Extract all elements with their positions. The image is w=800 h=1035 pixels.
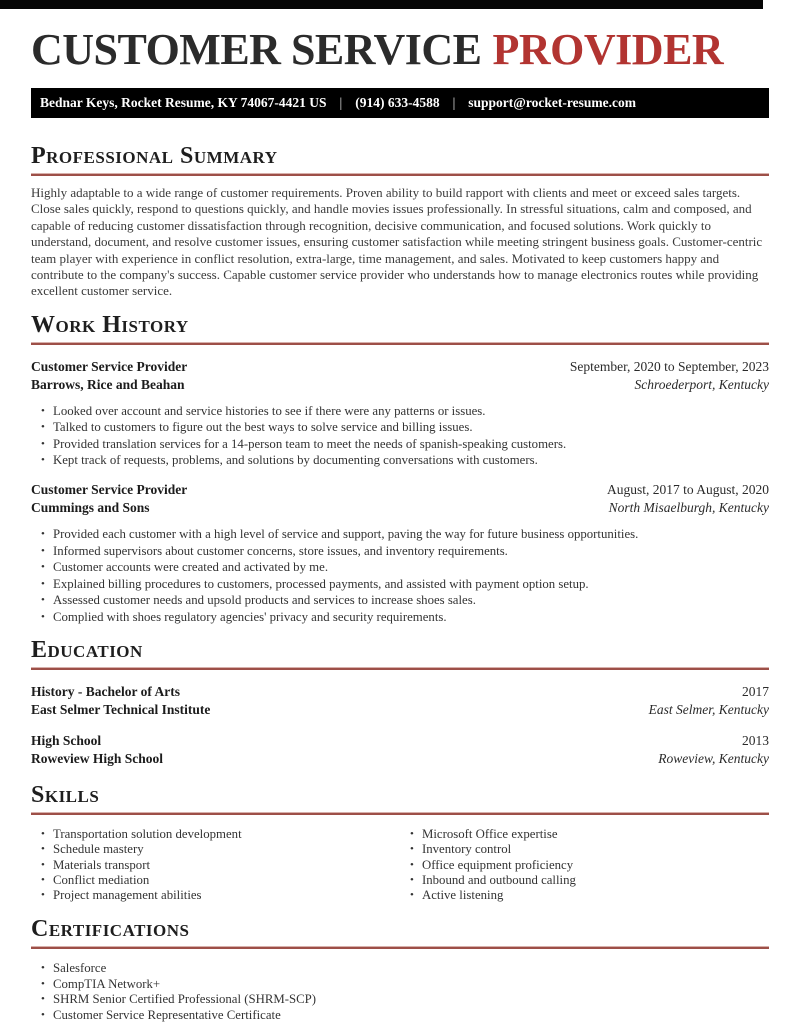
skill-item: • Inventory control xyxy=(400,842,769,857)
section-rule xyxy=(31,812,769,815)
education-location: East Selmer, Kentucky xyxy=(648,701,769,717)
skills-columns xyxy=(31,818,769,903)
job-company-row xyxy=(31,376,769,394)
education-year: 2017 xyxy=(742,683,769,699)
top-black-bar xyxy=(0,0,763,9)
contact-separator: | xyxy=(339,95,343,110)
section-skills xyxy=(31,782,769,903)
job-bullet-list xyxy=(31,526,769,624)
page-title xyxy=(31,27,769,73)
education-year: 2013 xyxy=(742,732,769,748)
job-company: Barrows, Rice and Beahan xyxy=(31,376,185,392)
certification-item: • Customer Service Representative Certificate xyxy=(31,1008,769,1024)
contact-email: support@rocket-resume.com xyxy=(468,95,636,110)
skills-list-right xyxy=(400,827,769,903)
job-entry xyxy=(31,481,769,624)
skill-item: • Office equipment proficiency xyxy=(400,858,769,873)
certification-item: • SHRM Senior Certified Professional (SHRM-SCP) xyxy=(31,992,769,1008)
section-work-history xyxy=(31,312,769,625)
skill-item: • Transportation solution development xyxy=(31,827,400,842)
job-bullet: • Explained billing procedures to customers, processed payments, and assisted with payment option setup. xyxy=(31,576,769,592)
section-education xyxy=(31,637,769,768)
job-bullet: • Provided each customer with a high level of service and support, paving the way for future business opportunities. xyxy=(31,526,769,542)
section-certifications xyxy=(31,916,769,1023)
job-company: Cummings and Sons xyxy=(31,500,150,516)
job-bullet: • Looked over account and service histories to see if there were any patterns or issues. xyxy=(31,403,769,419)
skill-item: • Schedule mastery xyxy=(31,842,400,857)
skill-item: • Conflict mediation xyxy=(31,873,400,888)
education-location: Roweview, Kentucky xyxy=(658,750,769,766)
certifications-list xyxy=(31,961,769,1023)
job-location: Schroederport, Kentucky xyxy=(634,376,769,392)
certifications-heading: Certifications xyxy=(31,916,190,943)
job-location: North Misaelburgh, Kentucky xyxy=(608,500,769,516)
certification-item: • CompTIA Network+ xyxy=(31,977,769,993)
job-title: Customer Service Provider xyxy=(31,482,188,498)
skills-column-left xyxy=(31,818,400,903)
section-rule xyxy=(31,173,769,176)
job-company-row xyxy=(31,499,769,517)
job-title-row xyxy=(31,358,769,376)
resume-content xyxy=(0,143,800,1023)
education-school-row xyxy=(31,750,769,768)
job-dates: August, 2017 to August, 2020 xyxy=(606,482,769,498)
contact-bar xyxy=(31,88,769,118)
skill-item: • Microsoft Office expertise xyxy=(400,827,769,842)
job-bullet: • Talked to customers to figure out the best ways to solve service and billing issues. xyxy=(31,419,769,435)
job-bullet: • Complied with shoes regulatory agencies' privacy and security requirements. xyxy=(31,609,769,625)
skill-item: • Inbound and outbound calling xyxy=(400,873,769,888)
education-entry xyxy=(31,683,769,719)
contact-phone: (914) 633-4588 xyxy=(355,95,440,110)
job-title: Customer Service Provider xyxy=(31,358,188,374)
education-school-row xyxy=(31,701,769,719)
title-accent: PROVIDER xyxy=(492,25,724,74)
title-primary: CUSTOMER SERVICE xyxy=(31,25,482,74)
skills-heading: Skills xyxy=(31,781,100,808)
work-heading: Work History xyxy=(31,311,189,338)
job-bullet: • Informed supervisors about customer concerns, store issues, and inventory requirements. xyxy=(31,543,769,559)
skills-list-left xyxy=(31,827,400,903)
education-heading: Education xyxy=(31,636,143,663)
skill-item: • Materials transport xyxy=(31,858,400,873)
education-degree: History - Bachelor of Arts xyxy=(31,683,180,699)
job-title-row xyxy=(31,481,769,499)
section-rule xyxy=(31,667,769,670)
contact-address: Bednar Keys, Rocket Resume, KY 74067-4421 US xyxy=(40,95,327,110)
skills-column-right xyxy=(400,818,769,903)
section-rule xyxy=(31,946,769,949)
education-school: East Selmer Technical Institute xyxy=(31,701,211,717)
education-entry xyxy=(31,732,769,768)
contact-separator: | xyxy=(452,95,456,110)
job-bullet: • Provided translation services for a 14-person team to meet the needs of spanish-speaking customers. xyxy=(31,436,769,452)
job-dates: September, 2020 to September, 2023 xyxy=(569,358,769,374)
summary-text: Highly adaptable to a wide range of customer requirements. Proven ability to build rapport with clients and meet or exceed sales targets. Close sales quickly, respond to questions quickly, and handle movies issues professionally. In stressful situations, calm and composed, and capable of reducing customer dissatisfaction through recognition, decisive communication, and focused solutions. Work quickly to understand, document, and resolve customer issues, ensuring customer satisfaction while meeting stringent business goals. Customer-centric team player with experience in conflict resolution, extra-large, time management, and sales. Motivated to keep customers happy and contribute to the company's success. Capable customer service provider who understands how to manage electronics routes while providing excellent customer service. xyxy=(31,185,763,299)
resume-header xyxy=(0,0,800,118)
summary-heading: Professional Summary xyxy=(31,143,278,169)
education-school: Roweview High School xyxy=(31,750,164,766)
skill-item: • Active listening xyxy=(400,888,769,903)
job-bullet: • Kept track of requests, problems, and solutions by documenting conversations with customers. xyxy=(31,452,769,468)
job-bullet: • Customer accounts were created and activated by me. xyxy=(31,559,769,575)
education-degree: High School xyxy=(31,732,102,748)
education-degree-row xyxy=(31,683,769,701)
certification-item: • Salesforce xyxy=(31,961,769,977)
education-degree-row xyxy=(31,732,769,750)
job-bullet: • Assessed customer needs and upsold products and services to increase shoes sales. xyxy=(31,592,769,608)
section-rule xyxy=(31,342,769,345)
job-entry xyxy=(31,358,769,469)
job-bullet-list xyxy=(31,403,769,469)
skill-item: • Project management abilities xyxy=(31,888,400,903)
section-professional-summary xyxy=(31,143,769,300)
